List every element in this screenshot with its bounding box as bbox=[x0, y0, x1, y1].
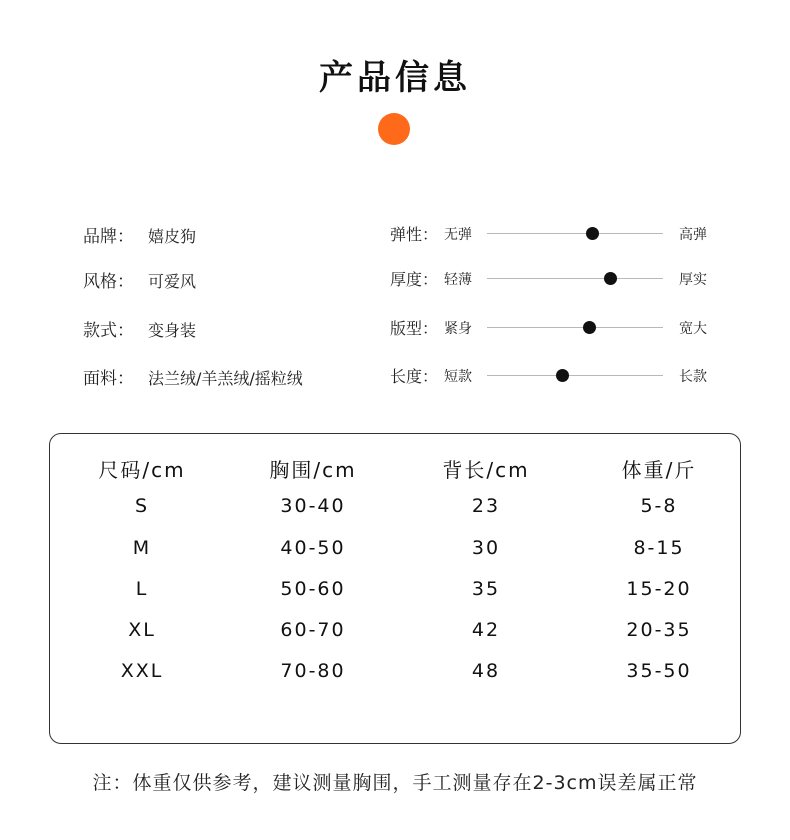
header-cell: 背长/cm bbox=[442, 458, 530, 482]
attr-high-label: 长款 bbox=[679, 369, 707, 385]
table-cell: 48 bbox=[471, 660, 501, 682]
attr-track bbox=[487, 375, 663, 376]
page-title: 产品信息 bbox=[319, 58, 471, 98]
attr-high-label: 厚实 bbox=[679, 272, 707, 288]
info-row-style bbox=[0, 265, 790, 291]
attr-key: 弹性： bbox=[390, 225, 439, 244]
table-cell: 20-35 bbox=[626, 619, 692, 641]
attr-low-label: 轻薄 bbox=[444, 272, 472, 288]
attr-low-label: 紧身 bbox=[444, 321, 472, 337]
table-cell: 40-50 bbox=[280, 537, 346, 559]
header-cell: 胸围/cm bbox=[269, 458, 357, 482]
table-cell: S bbox=[134, 495, 150, 517]
attr-track bbox=[487, 278, 663, 279]
info-key: 风格： bbox=[83, 272, 134, 292]
header-cell: 体重/斤 bbox=[621, 458, 697, 482]
attr-high-label: 宽大 bbox=[679, 321, 707, 337]
table-cell: 15-20 bbox=[626, 578, 692, 600]
info-key: 品牌： bbox=[83, 227, 134, 247]
attr-key: 厚度： bbox=[390, 270, 439, 289]
table-cell: 5-8 bbox=[640, 495, 678, 517]
table-cell: XL bbox=[128, 619, 156, 641]
info-row-type bbox=[0, 314, 790, 340]
table-cell: L bbox=[135, 578, 149, 600]
attr-key: 长度： bbox=[390, 367, 439, 386]
info-row-fabric bbox=[0, 362, 790, 388]
attr-marker bbox=[583, 321, 596, 334]
attr-marker bbox=[586, 227, 599, 240]
attr-track bbox=[487, 327, 663, 328]
info-value: 嬉皮狗 bbox=[148, 227, 197, 246]
attr-marker bbox=[604, 272, 617, 285]
table-cell: 35 bbox=[471, 578, 501, 600]
accent-dot bbox=[378, 113, 410, 145]
table-cell: 30-40 bbox=[280, 495, 346, 517]
info-value: 法兰绒/羊羔绒/摇粒绒 bbox=[148, 369, 303, 388]
table-cell: 35-50 bbox=[626, 660, 692, 682]
attr-marker bbox=[556, 369, 569, 382]
info-value: 可爱风 bbox=[148, 272, 197, 291]
attr-track bbox=[487, 233, 663, 234]
table-cell: XXL bbox=[120, 660, 164, 682]
header-cell: 尺码/cm bbox=[98, 458, 186, 482]
attr-high-label: 高弹 bbox=[679, 227, 707, 243]
info-key: 面料： bbox=[83, 369, 134, 389]
info-key: 款式： bbox=[83, 321, 134, 341]
table-cell: 30 bbox=[471, 537, 501, 559]
table-cell: M bbox=[132, 537, 152, 559]
attr-low-label: 无弹 bbox=[444, 227, 472, 243]
table-cell: 8-15 bbox=[633, 537, 685, 559]
table-cell: 60-70 bbox=[280, 619, 346, 641]
attr-low-label: 短款 bbox=[444, 369, 472, 385]
table-cell: 50-60 bbox=[280, 578, 346, 600]
attr-key: 版型： bbox=[390, 319, 439, 338]
info-row-brand bbox=[0, 220, 790, 246]
table-cell: 23 bbox=[471, 495, 501, 517]
info-value: 变身装 bbox=[148, 321, 197, 340]
table-cell: 42 bbox=[471, 619, 501, 641]
table-cell: 70-80 bbox=[280, 660, 346, 682]
size-note: 注：体重仅供参考，建议测量胸围，手工测量存在2-3cm误差属正常 bbox=[92, 772, 698, 794]
